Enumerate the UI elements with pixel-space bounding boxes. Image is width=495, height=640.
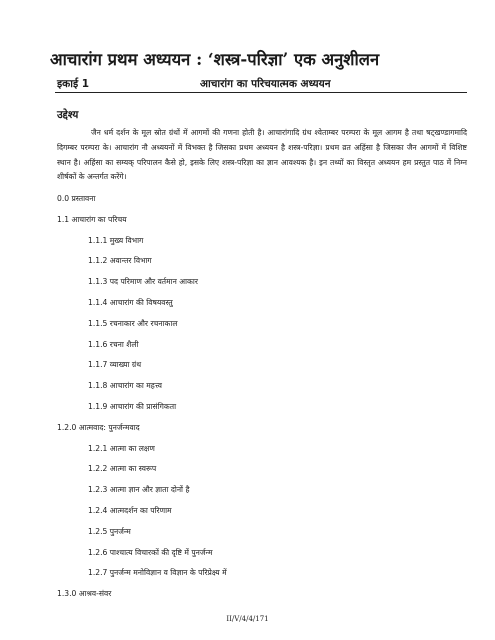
toc-item: 1.2.4 आत्मदर्शन का परिणाम (88, 506, 172, 515)
toc-item: 1.1.9 आचारांग की प्रासंगिकता (88, 402, 177, 411)
page-footer: II/V/4/4/171 (226, 615, 269, 623)
toc-item: 1.1.2 अवान्तर विभाग (88, 256, 152, 266)
toc-item: 1.1.6 रचना शैली (88, 339, 139, 349)
unit-title: आचारांग का परिचयात्मक अध्ययन (200, 78, 331, 90)
toc-item: 1.2.3 आत्मा ज्ञान और ज्ञाता दोनों है (88, 485, 190, 495)
toc-item: 1.1.3 पद परिमाण और वर्तमान आकार (88, 277, 198, 287)
toc-item: 1.1.8 आचारांग का महत्त्व (88, 381, 162, 391)
toc-item: 1.2.1 आत्मा का लक्षण (88, 443, 155, 453)
toc-item: 1.2.5 पुनर्जन्म (88, 526, 131, 536)
toc-item: 1.1.7 व्याख्या ग्रंथ (88, 360, 142, 370)
unit-label: इकाई 1 (57, 78, 90, 90)
toc-item: 1.1 आचारांग का परिचय (57, 214, 127, 224)
toc-item: 1.1.1 मुख्य विभाग (88, 235, 144, 245)
toc-item: 1.2.0 आत्मवाद: पुनर्जन्मवाद (57, 422, 140, 432)
objective-paragraph: जैन धर्म दर्शन के मूल स्रोत ग्रंथों में आगमों की गणना होती है। आचारांगादि ग्रंथ श्वेताम्बर परम्परा के मूल आगम है तथा षट्खण्डागमादि दिगम्बर परम्परा के। आचारांग नौ अध्ययनों में विभक्त है जिसका प्रथम अध्ययन है शस्त्र-परिज्ञा। प्रथम व्रत अहिंसा है जिसका जैन आगमों में विशिष्ट स्थान है। अहिंसा का सम्यक् परिपालन कैसे हो, इसके लिए शस्त्र-परिज्ञा का ज्ञान आवश्यक है। इन तथ्यों का विस्तृत अध्ययन हम प्रस्तुत पाठ में निम्न शीर्षकों के अन्तर्गत करेंगे। (57, 128, 467, 182)
toc-item: 1.3.0 आश्रव-संवर (57, 589, 112, 599)
toc-item: 1.2.2 आत्मा का स्वरूप (88, 464, 157, 474)
toc-item: 1.2.6 पाश्चात्य विचारकों की दृष्टि में पुनर्जन्म (88, 547, 213, 557)
toc-item: 1.2.7 पुनर्जन्म मनोविज्ञान व विज्ञान के परिप्रेक्ष्य में (88, 568, 227, 578)
toc-item: 1.1.5 रचनाकार और रचनाकाल (88, 318, 178, 328)
document-title: आचारांग प्रथम अध्ययन : ‘शस्त्र-परिज्ञा’ एक अनुशीलन (50, 50, 380, 69)
toc-item: 0.0 प्रस्तावना (57, 194, 96, 203)
toc-item: 1.1.4 आचारांग की विषयवस्तु (88, 298, 173, 307)
objective-heading: उद्देश्य (57, 109, 79, 121)
